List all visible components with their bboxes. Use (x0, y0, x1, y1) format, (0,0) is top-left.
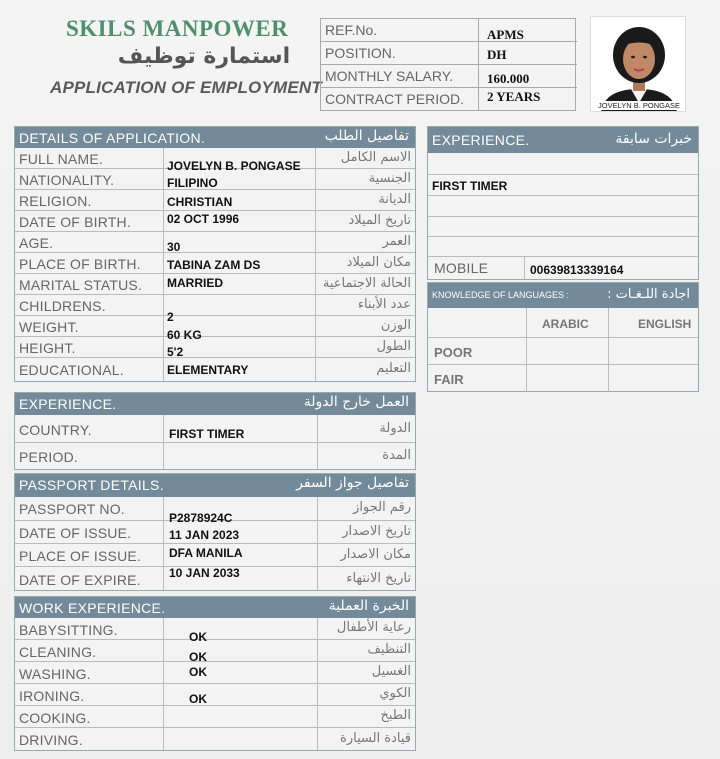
form-title: APPLICATION OF EMPLOYMENT (50, 78, 322, 97)
dob-label-arabic: تاريخ الميلاد (348, 213, 411, 228)
mobile-value: 00639813339164 (530, 263, 624, 277)
full-name-row (15, 148, 415, 173)
period-row (15, 443, 415, 470)
details-heading-arabic: تفاصيل الطلب (324, 128, 409, 144)
languages-section (427, 282, 699, 392)
cleaning-row (15, 640, 415, 662)
position-label: POSITION. (321, 42, 479, 64)
country-label: COUNTRY. (19, 422, 92, 438)
cooking-label-arabic: الطبخ (380, 708, 411, 723)
column-divider (524, 257, 525, 280)
period-label: PERIOD. (19, 449, 78, 465)
issue-place-label-arabic: مكان الاصدار (340, 547, 411, 562)
salary-value: 160.000 (487, 71, 530, 86)
passport-no-row (15, 497, 415, 525)
salary-label: MONTHLY SALARY. (321, 65, 479, 87)
marital-label-arabic: الحالة الاجتماعية (322, 276, 411, 291)
abroad-experience-header (15, 393, 415, 415)
expiry-label-arabic: تاريخ الانتهاء (346, 571, 411, 586)
age-row (15, 232, 415, 253)
religion-label-arabic: الديانة (378, 192, 411, 207)
work-experience-heading-arabic: الخبرة العملية (328, 598, 409, 614)
age-value: 30 (167, 240, 181, 254)
education-label: EDUCATIONAL. (19, 362, 124, 378)
education-value: ELEMENTARY (167, 363, 249, 377)
height-label-arabic: الطول (376, 339, 411, 354)
passport-no-label: PASSPORT NO. (19, 501, 125, 517)
experience-entry: FIRST TIMER (432, 179, 508, 193)
ref-value: APMS (487, 27, 524, 42)
dob-value: 02 OCT 1996 (167, 212, 240, 226)
passport-header (15, 474, 415, 497)
nationality-label: NATIONALITY. (19, 172, 115, 188)
nationality-value: FILIPINO (167, 176, 218, 190)
ref-row (321, 19, 577, 42)
issue-date-value: 11 JAN 2023 (169, 528, 240, 542)
position-row (321, 42, 577, 65)
poor-label: POOR (434, 345, 473, 360)
washing-row (15, 662, 415, 684)
driving-label-arabic: قيادة السيارة (340, 731, 411, 746)
form-title-arabic: استمارة توظيف (117, 44, 291, 69)
details-heading: DETAILS OF APPLICATION. (19, 130, 206, 146)
cleaning-label: CLEANING. (19, 644, 97, 660)
prior-experience-section (427, 126, 699, 280)
details-header (15, 127, 415, 148)
full-name-label-arabic: الاسم الكامل (340, 150, 411, 165)
children-label: CHILDRENS. (19, 298, 106, 314)
fair-row (428, 365, 698, 392)
expiry-label: DATE OF EXPIRE. (19, 572, 141, 588)
arabic-column: ARABIC (542, 317, 589, 331)
children-value: 2 (167, 310, 174, 324)
languages-heading-arabic: اجادة اللـغـات : (607, 287, 690, 302)
dob-row (15, 211, 415, 232)
height-value: 5'2 (167, 345, 184, 359)
marital-label: MARITAL STATUS. (19, 277, 143, 293)
passport-no-label-arabic: رقم الجواز (353, 500, 411, 515)
fair-label: FAIR (434, 372, 464, 387)
abroad-experience-heading: EXPERIENCE. (19, 396, 117, 412)
education-label-arabic: التعليم (376, 361, 411, 376)
height-label: HEIGHT. (19, 340, 76, 356)
expiry-row (15, 567, 415, 591)
work-experience-heading: WORK EXPERIENCE. (19, 600, 166, 616)
marital-value: MARRIED (167, 276, 223, 290)
contract-label: CONTRACT PERIOD. (321, 88, 479, 110)
religion-value: CHRISTIAN (167, 195, 233, 209)
english-column: ENGLISH (638, 317, 692, 331)
weight-label: WEIGHT. (19, 319, 79, 335)
education-row (15, 358, 415, 382)
prior-experience-heading-arabic: خبرات سابقة (615, 131, 692, 147)
cooking-label: COOKING. (19, 710, 91, 726)
religion-row (15, 190, 415, 211)
experience-line (428, 217, 698, 237)
issue-place-value: DFA MANILA (169, 546, 243, 560)
experience-line (428, 153, 698, 175)
age-label: AGE. (19, 235, 54, 251)
company-name: SKILS MANPOWER (66, 16, 289, 41)
ref-label: REF.No. (321, 19, 479, 41)
issue-place-row (15, 544, 415, 567)
mobile-label: MOBILE (434, 260, 489, 276)
issue-date-label-arabic: تاريخ الاصدار (342, 524, 411, 539)
issue-date-label: DATE OF ISSUE. (19, 525, 132, 541)
ironing-label: IRONING. (19, 688, 85, 704)
contract-row (321, 88, 577, 111)
mobile-row (428, 257, 698, 280)
washing-label: WASHING. (19, 666, 91, 682)
passport-no-value: P2878924C (169, 511, 233, 525)
weight-row (15, 316, 415, 342)
passport-heading: PASSPORT DETAILS. (19, 477, 164, 493)
work-experience-section (14, 596, 416, 751)
abroad-experience-section (14, 392, 416, 470)
pob-value: TABINA ZAM DS (167, 258, 261, 272)
country-row (15, 415, 415, 443)
weight-label-arabic: الوزن (380, 318, 411, 333)
pob-row (15, 253, 415, 274)
abroad-experience-heading-arabic: العمل خارج الدولة (303, 394, 409, 410)
full-name-label: FULL NAME. (19, 151, 103, 167)
languages-column-row (428, 308, 698, 338)
babysitting-label-arabic: رعاية الأطفال (336, 620, 411, 635)
country-label-arabic: الدولة (379, 421, 411, 436)
washing-value: OK (189, 665, 207, 679)
age-label-arabic: العمر (382, 234, 411, 249)
weight-value: 60 KG (167, 328, 202, 342)
issue-place-label: PLACE OF ISSUE. (19, 548, 142, 564)
passport-section (14, 473, 416, 591)
prior-experience-heading: EXPERIENCE. (432, 132, 530, 148)
washing-label-arabic: الغسيل (371, 664, 411, 679)
cooking-row (15, 706, 415, 728)
marital-row (15, 274, 415, 295)
work-experience-header (15, 597, 415, 618)
portrait-image (591, 17, 686, 112)
babysitting-value: OK (189, 630, 207, 644)
children-label-arabic: عدد الأبناء (357, 297, 411, 312)
passport-heading-arabic: تفاصيل جواز السفر (296, 475, 409, 491)
cleaning-value: OK (189, 650, 207, 664)
prior-experience-header (428, 127, 698, 153)
religion-label: RELIGION. (19, 193, 92, 209)
babysitting-row (15, 618, 415, 644)
cleaning-label-arabic: التنظيف (367, 642, 411, 657)
salary-row (321, 65, 577, 88)
photo-caption: JOVELYN B. PONGASE (591, 101, 686, 110)
country-value: FIRST TIMER (169, 427, 245, 441)
poor-row (428, 338, 698, 365)
full-name-value: JOVELYN B. PONGASE (167, 159, 301, 173)
experience-line (428, 237, 698, 257)
period-label-arabic: المدة (382, 448, 411, 463)
pob-label: PLACE OF BIRTH. (19, 256, 141, 272)
nationality-label-arabic: الجنسية (368, 171, 411, 186)
reference-box (320, 18, 576, 111)
ironing-label-arabic: الكوي (379, 686, 411, 701)
experience-line (428, 196, 698, 217)
height-row (15, 337, 415, 358)
issue-date-row (15, 521, 415, 544)
babysitting-label: BABYSITTING. (19, 622, 118, 638)
position-value: DH (487, 47, 507, 62)
expiry-value: 10 JAN 2033 (169, 566, 240, 580)
applicant-photo (590, 16, 686, 112)
dob-label: DATE OF BIRTH. (19, 214, 131, 230)
experience-line (428, 175, 698, 196)
driving-label: DRIVING. (19, 732, 83, 748)
languages-heading: KNOWLEDGE OF LANGUAGES : (432, 290, 570, 300)
ironing-value: OK (189, 692, 207, 706)
ironing-row (15, 684, 415, 706)
children-row (15, 295, 415, 324)
details-section (14, 126, 416, 382)
contract-value: 2 YEARS (487, 89, 541, 104)
driving-row (15, 728, 415, 751)
languages-header (428, 283, 698, 308)
nationality-row (15, 169, 415, 190)
pob-label-arabic: مكان الميلاد (346, 255, 411, 270)
